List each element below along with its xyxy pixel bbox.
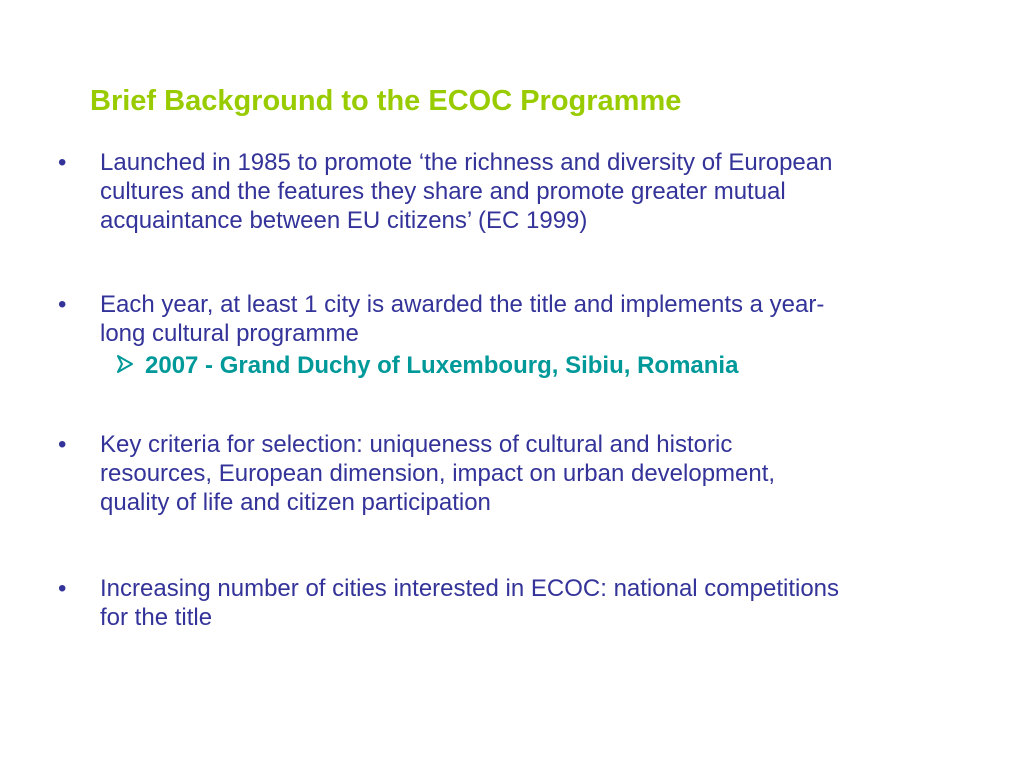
sub-bullet-2007-cities bbox=[115, 351, 738, 381]
bullet-text: Each year, at least 1 city is awarded the title and implements a year- long cultural programme bbox=[100, 291, 825, 347]
bullet-dot-icon: • bbox=[58, 575, 67, 602]
slide-title: Brief Background to the ECOC Programme bbox=[90, 85, 682, 117]
bullet-item-selection-criteria bbox=[58, 430, 988, 517]
arrow-bullet-icon bbox=[115, 354, 135, 374]
bullet-text: Launched in 1985 to promote ‘the richness and diversity of European cultures and the features they share and promote greater mutual acquaintance between EU citizens’ (EC 1999) bbox=[100, 149, 833, 234]
bullet-text: Key criteria for selection: uniqueness of cultural and historic resources, European dimension, impact on urban development, quality of life and citizen participation bbox=[100, 431, 776, 516]
bullet-item-launch bbox=[58, 148, 988, 235]
bullet-text: Increasing number of cities interested in ECOC: national competitions for the title bbox=[100, 575, 840, 631]
bullet-dot-icon: • bbox=[58, 149, 67, 176]
bullet-dot-icon: • bbox=[58, 291, 67, 318]
bullet-item-annual-city bbox=[58, 290, 988, 348]
bullet-item-increasing-interest bbox=[58, 574, 988, 632]
sub-bullet-text: 2007 - Grand Duchy of Luxembourg, Sibiu, Romania bbox=[145, 352, 739, 379]
bullet-dot-icon: • bbox=[58, 431, 67, 458]
